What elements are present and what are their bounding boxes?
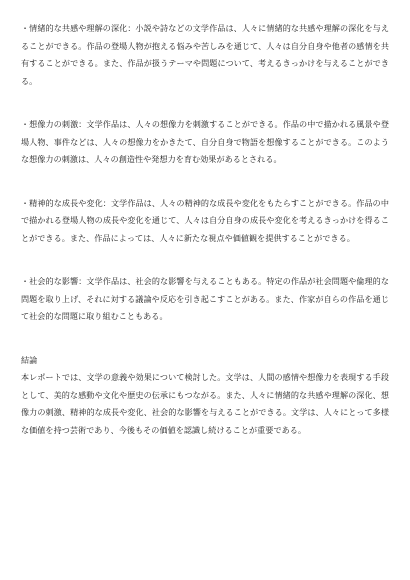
section-spiritual-growth: ・精神的な成長や変化：文学作品は、人々の精神的な成長や変化をもたらすことができる。作品の中で描かれる登場人物の成長や変化を通じて、人々は自分自身の成長や変化を考えるきっかけを得ることができる。また、作品によっては、人々に新たな視点や価値観を提供することができる。 — [21, 197, 389, 243]
section-emotional-empathy: ・情緒的な共感や理解の深化：小説や詩などの文学作品は、人々に情緒的な共感や理解の深化を与えることができる。作品の登場人物が抱える悩みや苦しみを通じて、人々は自分自身や他者の感情を共有することができる。また、作品が扱うテーマや問題について、考えるきっかけを与えることができる。 — [21, 23, 389, 86]
section-social-impact: ・社会的な影響：文学作品は、社会的な影響を与えることもある。特定の作品が社会問題や倫理的な問題を取り上げ、それに対する議論や反応を引き起こすことがある。また、作家が自らの作品を通じて社会的な問題に取り組むこともある。 — [21, 276, 389, 321]
section-imagination: ・想像力の刺激：文学作品は、人々の想像力を刺激することができる。作品の中で描かれる風景や登場人物、事件などは、人々の想像力をかきたて、自分自身で物語を想像することができる。このような想像力の刺激は、人々の創造性や発想力を育む効果があるとされる。 — [21, 119, 389, 164]
section-spacer — [21, 169, 389, 195]
conclusion-heading: 結論 — [21, 354, 38, 365]
conclusion-text: 本レポートでは、文学の意義や効果について検討した。文学は、人間の感情や想像力を表現する手段として、美的な感動や文化や歴史の伝承にもつながる。また、人々に情緒的な共感や理解の深化、想像力の刺激、精神的な成長や変化、社会的な影響を与えることができる。文学は、人々にとって多様な価値を持つ芸術であり、今後もその価値を認識し続けることが重要である。 — [21, 372, 389, 435]
section-spacer — [21, 326, 389, 352]
section-spacer — [21, 90, 389, 116]
section-spacer — [21, 247, 389, 273]
